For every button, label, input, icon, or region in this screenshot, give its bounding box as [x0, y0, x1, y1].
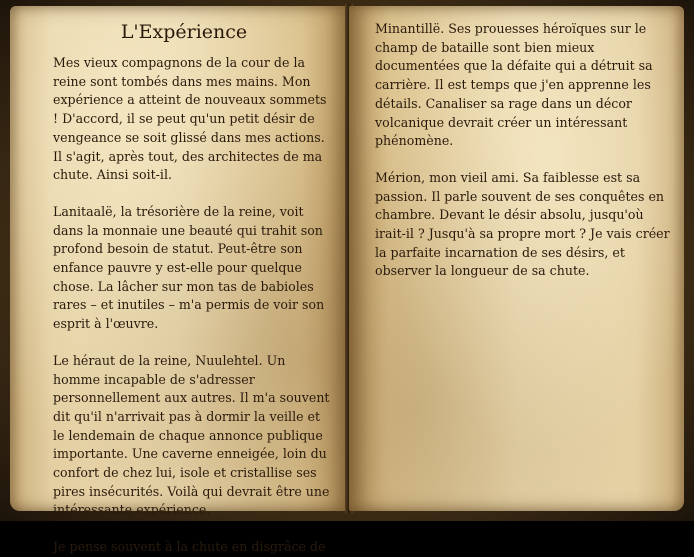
right-paragraph-2: Mérion, mon vieil ami. Sa faiblesse est sa passion. Il parle souvent de ses conquêtes en chambre. Devant le désir absolu, jusqu'où irait-il ? Jusqu'à sa propre mort ? Je vais créer la parfaite incarnation de ses désirs, et observer la longueur de sa chute.	[375, 169, 670, 279]
right-paragraph-1: Minantillë. Ses prouesses héroïques sur le champ de bataille sont bien mieux documentées que la défaite qui a détruit sa carrière. Il est temps que j'en apprenne les détails. Canaliser sa rage dans un décor volcanique devrait créer un intéressant phénomène.	[375, 21, 653, 149]
left-paragraph-3: Le héraut de la reine, Nuulehtel. Un homme incapable de s'adresser personnellement aux autres. Il m'a souvent dit qu'il n'arrivait pas à dormir la veille et le lendemain de chaque annonce publique importante. Une caverne enneigée, loin du confort de chez lui, isole et cristallise ses pires insécurités. Voilà qui devrait être une intéressante expérience.	[53, 352, 330, 518]
left-paragraph-2: Lanitaalë, la trésorière de la reine, voit dans la monnaie une beauté qui trahit son profond besoin de statut. Peut-être son enfance pauvre y est-elle pour quelque chose. La lâcher sur mon tas de babioles rares – et inutiles – m'a permis de voir son esprit à l'œuvre.	[53, 203, 325, 332]
left-paragraph-4: Je pense souvent à la chute en disgrâce de	[53, 539, 326, 555]
right-page	[349, 6, 684, 511]
left-paragraph-1: Mes vieux compagnons de la cour de la reine sont tombés dans mes mains. Mon expérience a atteint de nouveaux sommets ! D'accord, il se peut qu'un petit désir de vengeance se soit glissé dans mes actions. Il s'agit, après tout, des architectes de ma chute. Ainsi soit-il.	[53, 55, 327, 183]
book-title: L'Expérience	[120, 21, 248, 43]
left-page	[10, 6, 349, 555]
